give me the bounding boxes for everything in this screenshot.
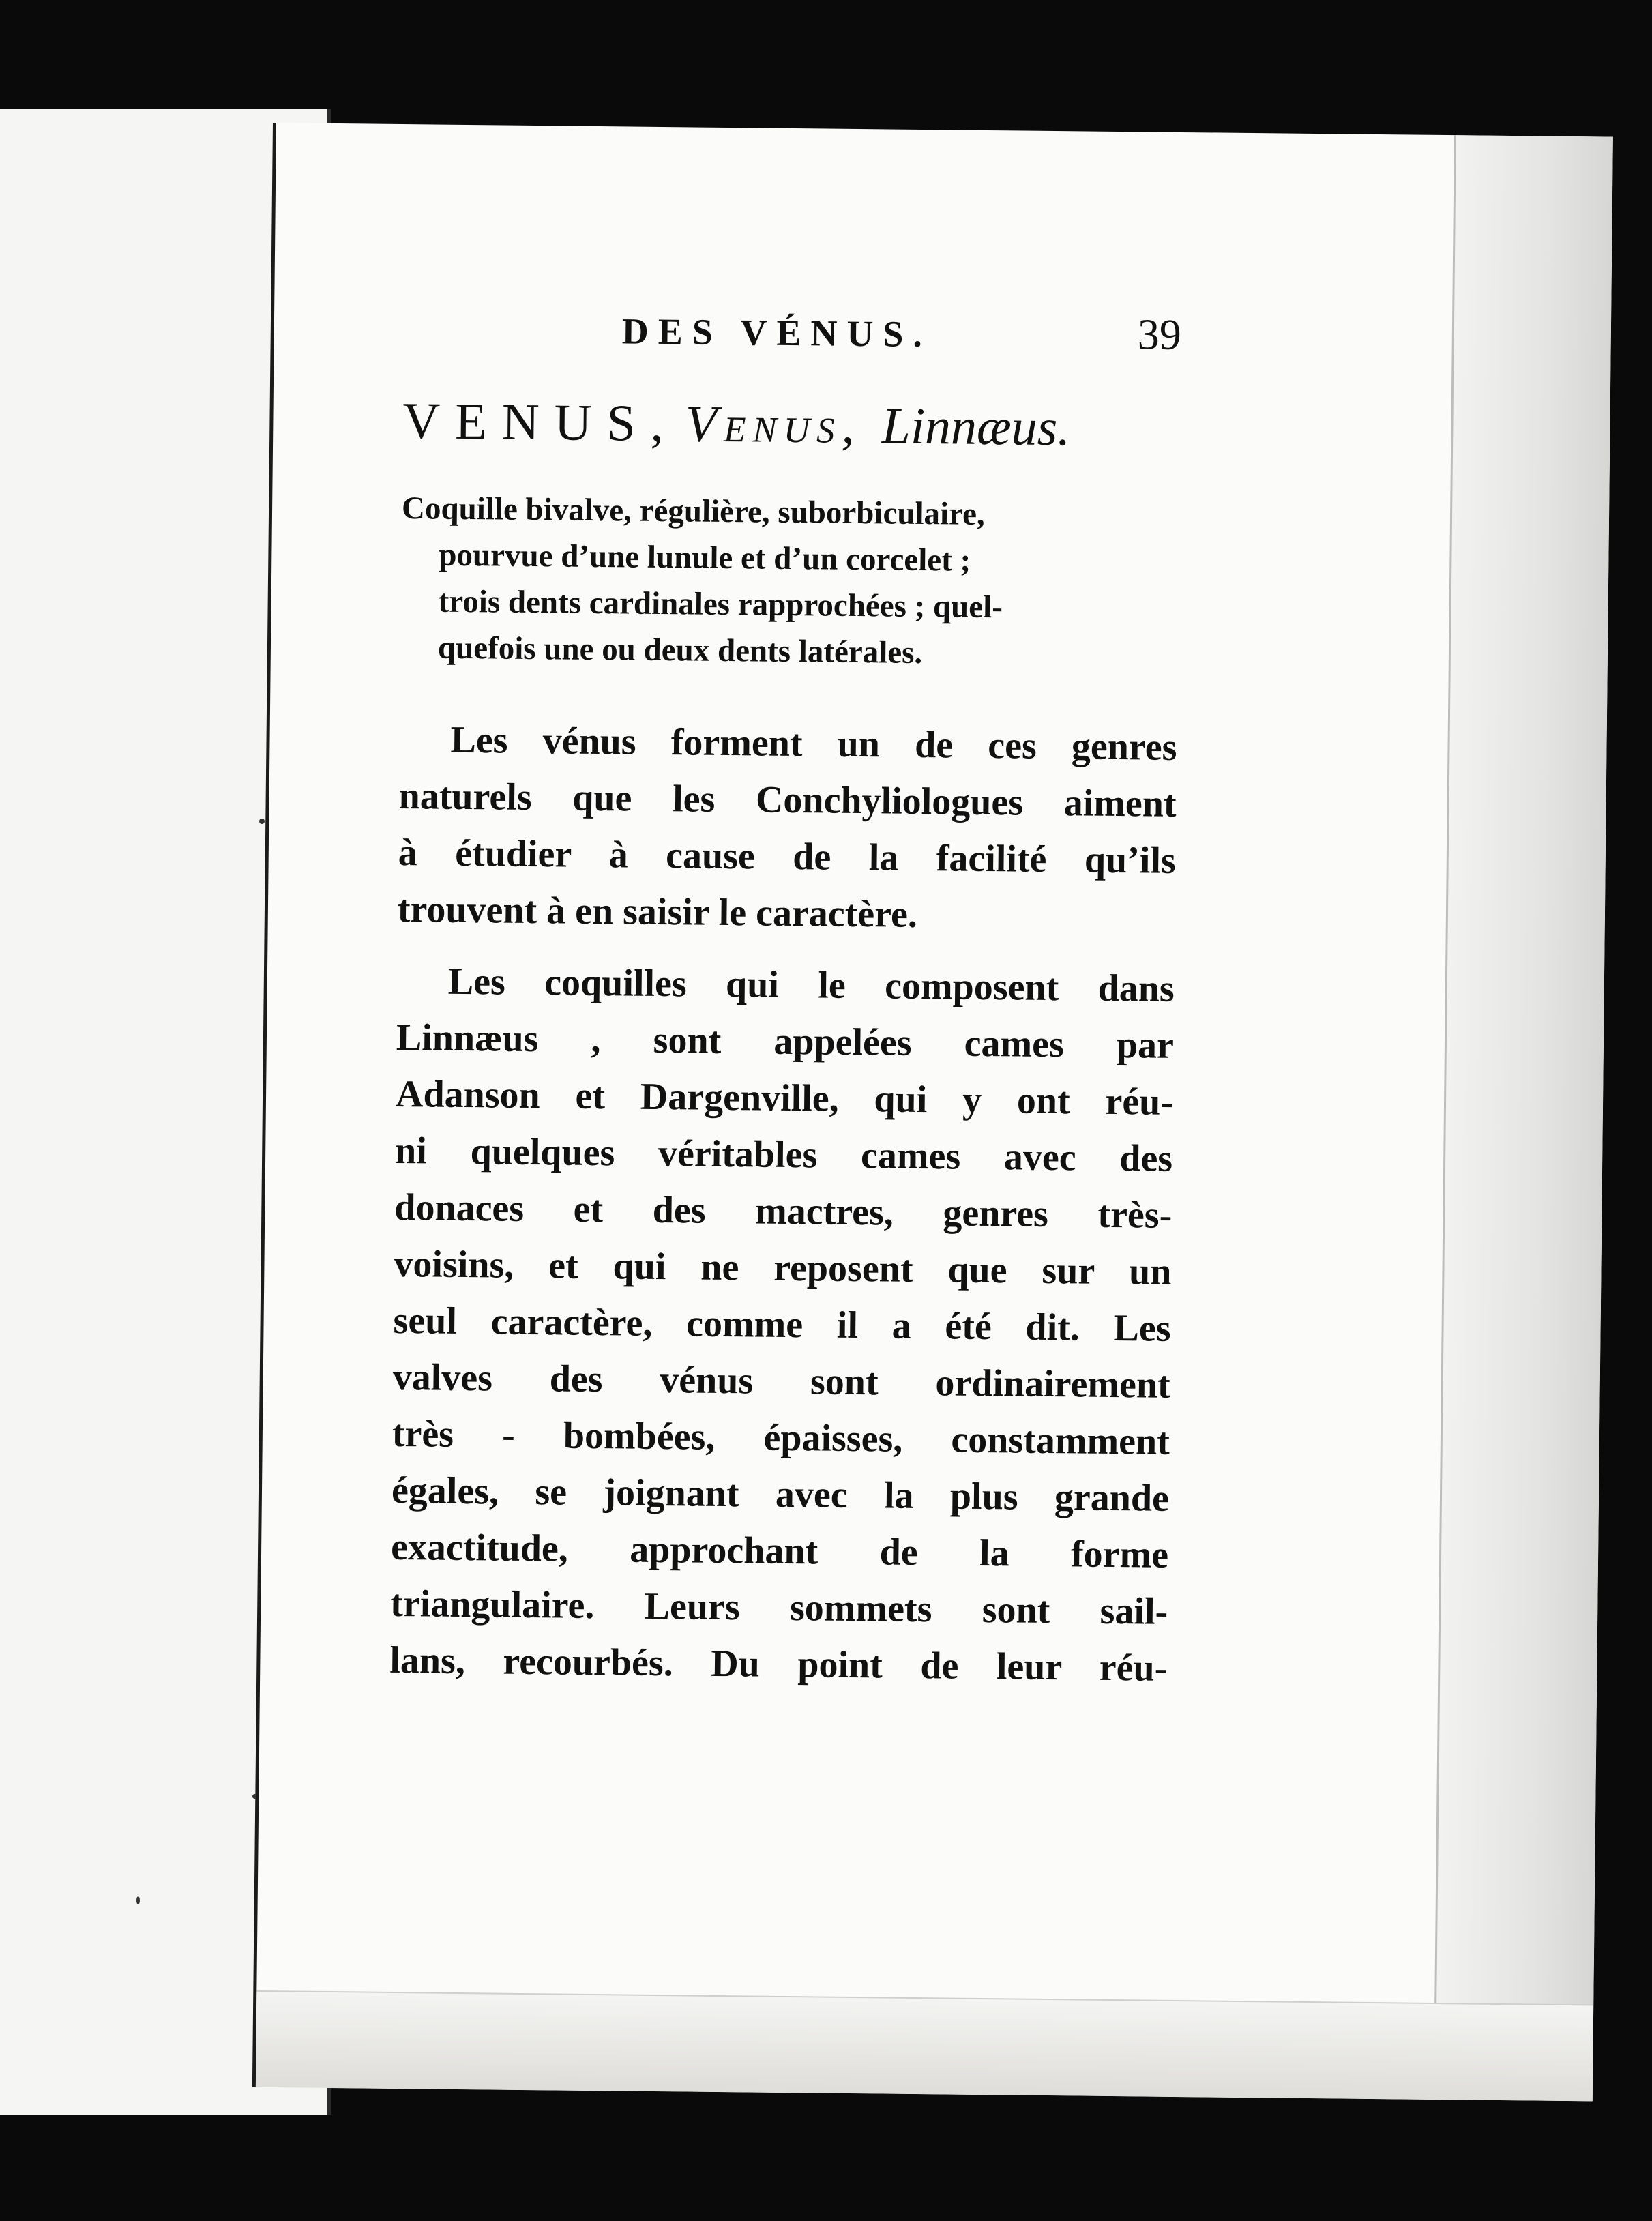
diagnosis-line: pourvue d’une lunule et d’un corcelet ; — [439, 537, 971, 578]
running-head — [403, 301, 1181, 385]
genus-diagnosis — [400, 485, 1180, 679]
genus-author: Linnæus. — [881, 397, 1071, 457]
paragraph-line: exactitude, approchant de la forme — [390, 1525, 1169, 1576]
running-title: DES VÉNUS. — [621, 310, 932, 355]
genus-heading — [402, 392, 1181, 459]
page-edge-right — [1434, 135, 1613, 2101]
diagnosis-line: Coquille bivalve, régulière, suborbiculaire, — [401, 490, 986, 532]
page-number: 39 — [1137, 310, 1182, 359]
paragraph-line: ni quelques véritables cames avec des — [394, 1129, 1173, 1180]
paragraph-line: naturels que les Conchyliologues aiment — [398, 774, 1177, 825]
paragraph-line: très - bombées, épaisses, constamment — [392, 1412, 1170, 1463]
paragraph-line: Les coquilles qui le composent dans — [447, 960, 1175, 1010]
text-block — [389, 301, 1181, 1697]
paragraph-line: seul caractère, comme il a été dit. Les — [393, 1299, 1171, 1350]
paragraph-line: donaces et des mactres, genres très- — [394, 1186, 1172, 1237]
paragraph-line: Linnæus , sont appelées cames par — [396, 1016, 1175, 1067]
ink-speck — [136, 1896, 140, 1904]
genus-name: VENUS, — [402, 392, 679, 453]
genus-latin-name: Venus, — [685, 395, 862, 455]
paragraph-line: trouvent à en saisir le caractère. — [397, 887, 918, 936]
paragraph-line: voisins, et qui ne reposent que sur un — [394, 1242, 1172, 1293]
current-page — [252, 123, 1613, 2101]
paragraph-intro — [397, 711, 1177, 946]
paragraph-line: Les vénus forment un de ces genres — [450, 718, 1177, 769]
paragraph-description — [389, 953, 1175, 1697]
diagnosis-line: quefois une ou deux dents latérales. — [437, 630, 923, 671]
paragraph-line: triangulaire. Leurs sommets sont sail- — [389, 1582, 1168, 1633]
paragraph-line: égales, se joignant avec la plus grande — [391, 1469, 1170, 1520]
page-edge-bottom — [256, 1990, 1593, 2102]
paragraph-line: valves des vénus sont ordinairement — [392, 1355, 1171, 1407]
paragraph-line: Adanson et Dargenville, qui y ont réu- — [395, 1072, 1174, 1123]
ink-speck — [259, 819, 265, 824]
diagnosis-line: trois dents cardinales rapprochées ; quel- — [438, 583, 1003, 626]
paragraph-line: lans, recourbés. Du point de leur réu- — [389, 1638, 1168, 1690]
paragraph-line: à étudier à cause de la facilité qu’ils — [398, 831, 1177, 882]
